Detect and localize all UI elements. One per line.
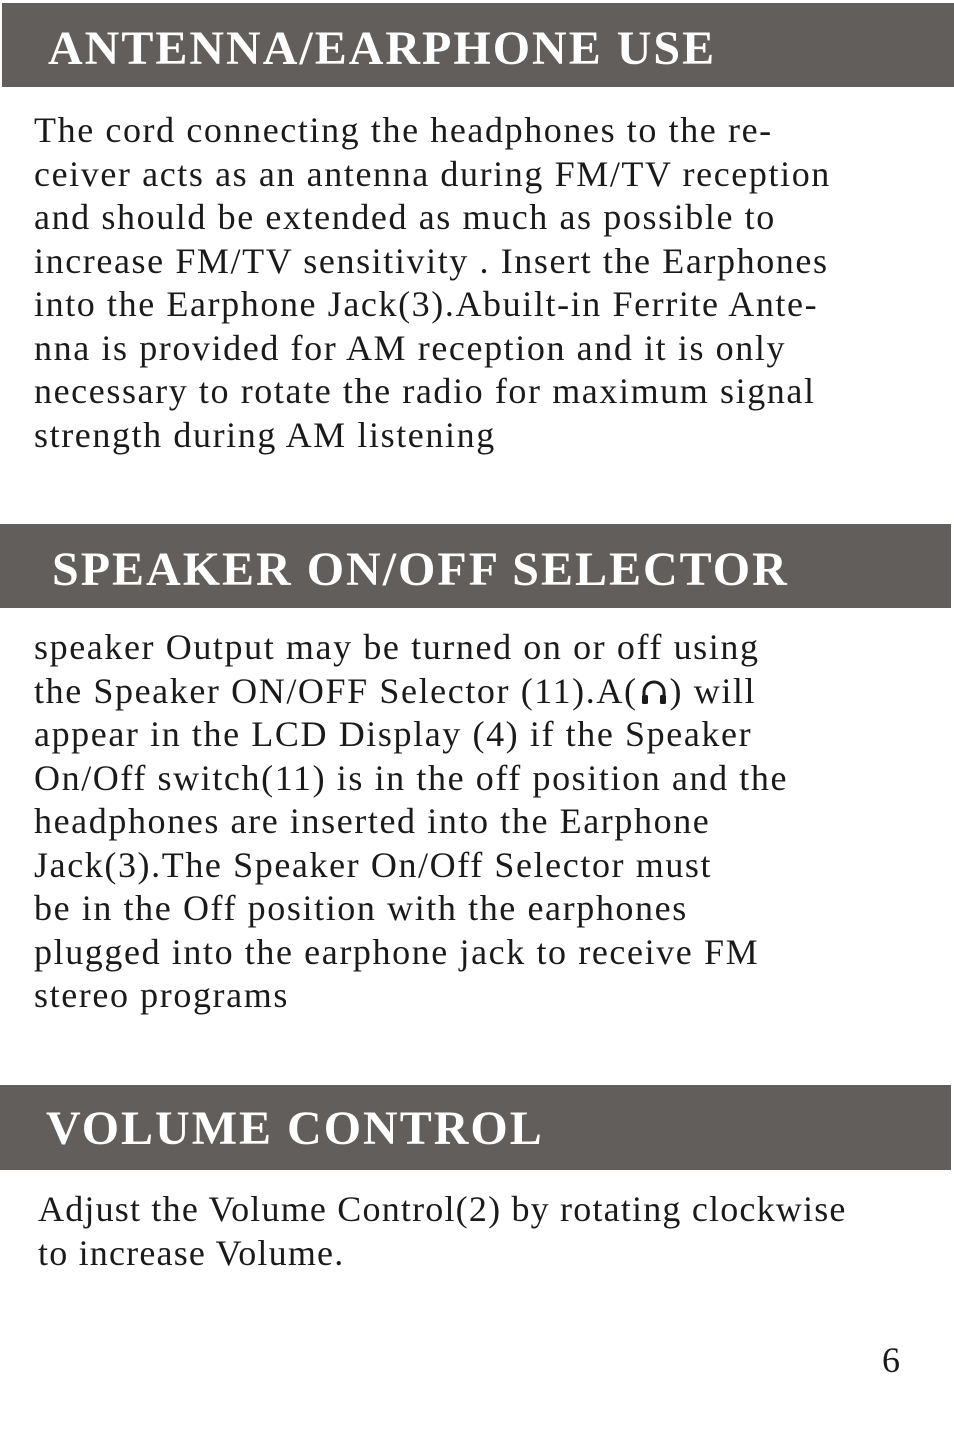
line-text-after-icon: ) will xyxy=(669,670,757,711)
headphone-icon xyxy=(639,677,669,707)
paragraph-line: strength during AM listening xyxy=(34,414,496,455)
antenna-earphone-paragraph xyxy=(34,109,831,457)
paragraph-line: ceiver acts as an antenna during FM/TV reception xyxy=(34,153,831,194)
paragraph-line: stereo programs xyxy=(34,975,289,1015)
paragraph-line: plugged into the earphone jack to receive FM xyxy=(34,931,760,972)
volume-control-paragraph xyxy=(38,1188,847,1275)
line-text-before-icon: the Speaker ON/OFF Selector (11).A( xyxy=(34,670,638,711)
paragraph-line: into the Earphone Jack(3).Abuilt-in Ferrite Ante- xyxy=(34,284,819,324)
section-title: VOLUME CONTROL xyxy=(46,1102,544,1155)
paragraph-line: and should be extended as much as possible to xyxy=(34,197,776,237)
paragraph-line: headphones are inserted into the Earphone xyxy=(34,801,711,841)
paragraph-line: Adjust the Volume Control(2) by rotating clockwise xyxy=(38,1189,847,1229)
paragraph-line: speaker Output may be turned on or off using xyxy=(34,627,760,667)
paragraph-line: necessary to rotate the radio for maximum signal xyxy=(34,371,816,411)
paragraph-line: be in the Off position with the earphones xyxy=(34,888,688,928)
paragraph-line: to increase Volume. xyxy=(38,1232,345,1273)
section-header-speaker-selector xyxy=(0,524,951,608)
section-header-volume-control xyxy=(0,1085,951,1170)
paragraph-line: appear in the LCD Display (4) if the Speaker xyxy=(34,714,753,754)
page-number: 6 xyxy=(882,1340,900,1380)
paragraph-line: nna is provided for AM reception and it is only xyxy=(34,327,787,368)
section-title: ANTENNA/EARPHONE USE xyxy=(48,22,717,75)
paragraph-line: Jack(3).The Speaker On/Off Selector must xyxy=(34,844,713,885)
paragraph-line: increase FM/TV sensitivity . Insert the Earphones xyxy=(34,240,829,281)
section-title: SPEAKER ON/OFF SELECTOR xyxy=(52,543,789,596)
paragraph-line-with-icon xyxy=(34,670,788,714)
paragraph-line: On/Off switch(11) is in the off position and the xyxy=(34,757,789,798)
paragraph-line: The cord connecting the headphones to the re- xyxy=(34,110,773,150)
speaker-selector-paragraph xyxy=(34,626,788,1018)
section-header-antenna-earphone xyxy=(2,3,954,87)
